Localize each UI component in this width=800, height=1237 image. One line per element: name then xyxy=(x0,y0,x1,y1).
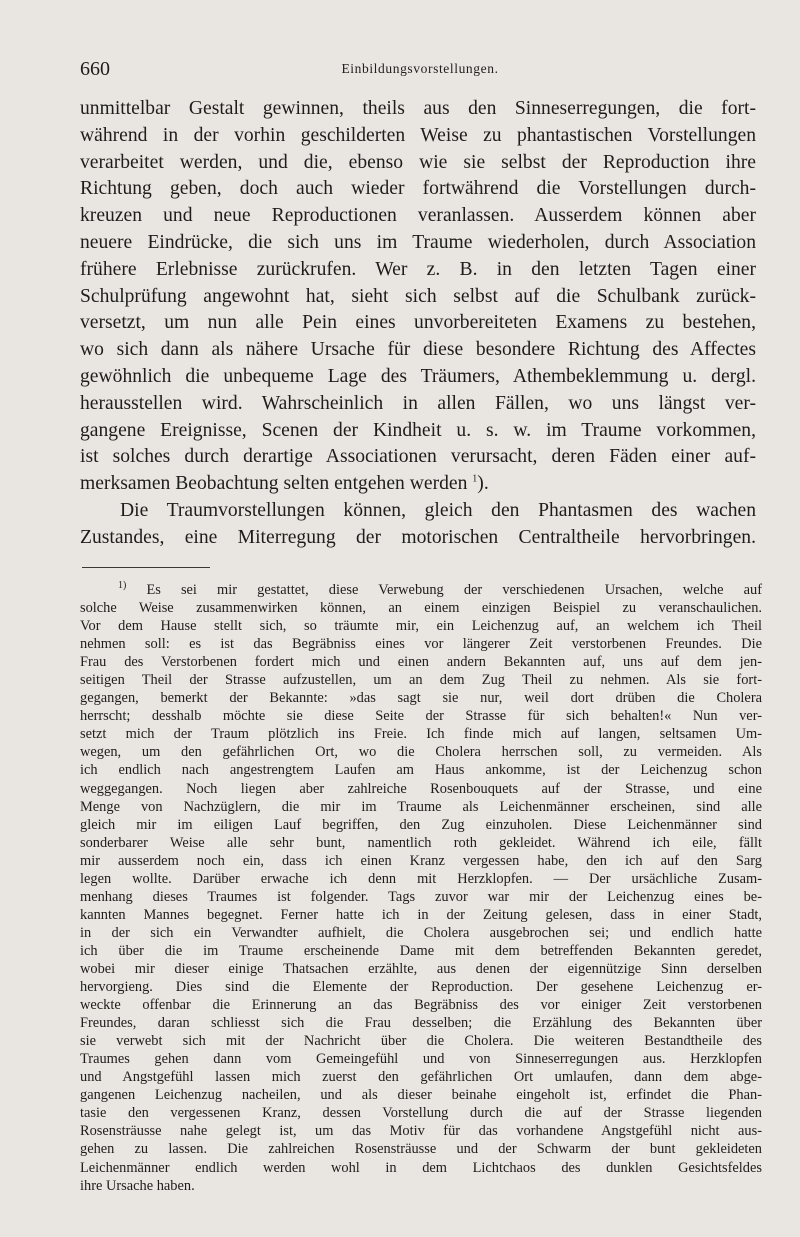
footnote-line: gleich mir im eiligen Lauf begriffen, den Zug einzuholen. Diese Leichenmänner sind xyxy=(80,816,762,833)
footnote-line: Leichenmänner endlich werden wohl in dem Lichtchaos des dunklen Gesichtsfeldes xyxy=(80,1159,762,1176)
footnote-separator xyxy=(82,567,210,568)
footnote-line: weckte offenbar die Erinnerung an das Begräbniss des vor einiger Zeit verstorbenen xyxy=(80,997,762,1014)
body-line-text: merksamen Beobachtung selten entgehen werden xyxy=(80,473,468,495)
footnote-line: sonderbarer Weise alle sehr bunt, namentlich roth gekleidet. Während ich eile, fällt xyxy=(80,834,762,851)
running-head: Einbildungsvorstellungen. xyxy=(341,61,499,76)
footnote-line: Freundes, daran schliesst sich die Frau desselben; die Erzählung des Bekannten über xyxy=(80,1015,762,1032)
footnote-line: wegen, um den gefährlichen Ort, wo die Cholera herrschen soll, zu vermeiden. Als xyxy=(80,744,762,761)
footnote-line xyxy=(80,581,762,599)
body-line: versetzt, um nun alle Pein eines unvorbereiteten Examens zu bestehen, xyxy=(80,312,756,334)
body-line: gewöhnlich die unbequeme Lage des Träumers, Athembeklemmung u. dergl. xyxy=(80,365,756,387)
footnote-line: hervorgieng. Dies sind die Elemente der Reproduction. Der gesehene Leichenzug er- xyxy=(80,979,762,996)
footnote-line: sie verwebt sich mit der Nachricht über die Cholera. Die weiteren Bestandtheile des xyxy=(80,1033,762,1050)
footnote-line: weggegangen. Noch liegen aber zahlreiche Rosenbouquets auf der Strasse, und eine xyxy=(80,780,762,797)
body-line: herausstellen wird. Wahrscheinlich in allen Fällen, wo uns längst ver- xyxy=(80,392,756,414)
footnote-line: menhang dieses Traumes ist folgender. Tags zuvor war mir der Leichenzug eines be- xyxy=(80,888,762,905)
body-line: wo sich dann als nähere Ursache für diese besondere Richtung des Affectes xyxy=(80,339,756,361)
body-line: verarbeitet werden, und die, ebenso wie sie selbst der Reproduction ihre xyxy=(80,151,756,173)
footnote-line: tasie den vergessenen Kranz, dessen Vorstellung durch die auf der Strasse liegenden xyxy=(80,1105,762,1122)
body-line: frühere Erlebnisse zurückrufen. Wer z. B. in den letzten Tagen einer xyxy=(80,258,756,280)
body-line: kreuzen und neue Reproductionen veranlassen. Ausserdem können aber xyxy=(80,205,756,227)
footnote-line: nehmen soll: es ist das Begräbniss eines vor längerer Zeit verstorbenen Freundes. Die xyxy=(80,636,762,653)
footnote-line: seitigen Theil der Strasse aufzustellen, um an dem Zug Theil zu nehmen. Als sie fort- xyxy=(80,672,762,689)
footnote-line: Vor dem Hause stellt sich, so träumte mir, ein Leichenzug auf, an welchem ich Theil xyxy=(80,618,762,635)
footnote-line: ihre Ursache haben. xyxy=(80,1177,195,1194)
footnote-line: legen wollte. Darüber erwache ich denn mit Herzklopfen. — Der ursächliche Zusam- xyxy=(80,870,762,887)
footnote-line: ich über die im Traume erscheinende Dame mit dem betreffenden Bekannten geredet, xyxy=(80,942,762,959)
footnote-line: herrscht; desshalb möchte sie diese Seite der Strasse für sich behalten!« Nun ver- xyxy=(80,708,762,725)
footnote-line: gegangen, bemerkt der Bekannte: »das sagt sie nur, weil dort drüben die Cholera xyxy=(80,690,762,707)
footnote-reference: 1 xyxy=(472,473,478,485)
footnote-line: in der sich ein Verwandter aufhielt, die Cholera ausgebrochen sei; und endlich hatte xyxy=(80,924,762,941)
body-line-with-footnote-ref xyxy=(80,471,756,498)
body-line: gangene Ereignisse, Scenen der Kindheit u. s. w. im Traume vorkommen, xyxy=(80,419,756,441)
body-line: während in der vorhin geschilderten Weise zu phantastischen Vorstellungen xyxy=(80,124,756,146)
body-line: ist solches durch derartige Associationen verursacht, deren Fäden einer auf- xyxy=(80,446,756,468)
footnote-mark: 1) xyxy=(118,580,127,592)
footnote-line: solche Weise zusammenwirken können, an einem einzigen Beispiel zu veranschaulichen. xyxy=(80,600,762,617)
footnote-line: gehen zu lassen. Die zahlreichen Rosensträusse und der Schwarm der bunt gekleideten xyxy=(80,1141,762,1158)
footnote-line: setzt mich der Traum plötzlich ins Freie. Ich finde mich auf langen, seltsamen Um- xyxy=(80,726,762,743)
footnote-line: mir ausserdem noch ein, dass ich einen Kranz vergessen habe, den ich auf den Sarg xyxy=(80,852,762,869)
page-header xyxy=(80,58,760,84)
footnote-line-text: Es sei mir gestattet, diese Verwebung der verschiedenen Ursachen, welche auf xyxy=(146,582,762,598)
body-line: unmittelbar Gestalt gewinnen, theils aus den Sinneserregungen, die fort- xyxy=(80,98,756,119)
footnote-line: Frau des Verstorbenen fordert mich und einen andern Bekannten auf, uns auf dem jen- xyxy=(80,654,762,671)
body-line: Schulprüfung angewohnt hat, sieht sich selbst auf die Schulbank zurück- xyxy=(80,285,756,307)
footnote-line: Menge von Nachzüglern, die mir im Traume als Leichenmänner erscheinen, sind alle xyxy=(80,798,762,815)
body-line: neuere Eindrücke, die sich uns im Traume wiederholen, durch Association xyxy=(80,231,756,253)
footnote-line: ich endlich nach angestrengtem Laufen am Haus ankomme, ist der Leichenzug schon xyxy=(80,762,762,779)
page-number: 660 xyxy=(80,58,110,80)
body-line: Richtung geben, doch auch wieder fortwährend die Vorstellungen durch- xyxy=(80,178,756,200)
footnote-line: wobei mir dieser einige Thatsachen erzählte, aus denen der eigennützige Sinn derselben xyxy=(80,960,762,977)
body-line: Die Traumvorstellungen können, gleich den Phantasmen des wachen xyxy=(120,499,756,521)
body-line: Zustandes, eine Miterregung der motorischen Centraltheile hervorbringen. xyxy=(80,526,756,548)
footnote-line: Rosensträusse nahe gelegt ist, um das Motiv für das vorhandene Angstgefühl nicht aus- xyxy=(80,1123,762,1140)
footnote-line: Traumes gehen dann vom Gemeingefühl und von Sinneserregungen aus. Herzklopfen xyxy=(80,1051,762,1068)
footnote-line: kannten Mannes begegnet. Ferner hatte ich in der Zeitung gelesen, dass in einer Stadt, xyxy=(80,906,762,923)
footnote-reference-suffix: ). xyxy=(477,473,489,495)
main-text xyxy=(80,96,756,552)
footnote-line: und Angstgefühl lassen mich zuerst den gefährlichen Ort umlaufen, dann dem abge- xyxy=(80,1069,762,1086)
footnote xyxy=(80,581,762,1195)
footnote-line: gangenen Leichenzug nacheilen, und als dieser beinahe eingeholt ist, erfindet die Phan- xyxy=(80,1087,762,1104)
